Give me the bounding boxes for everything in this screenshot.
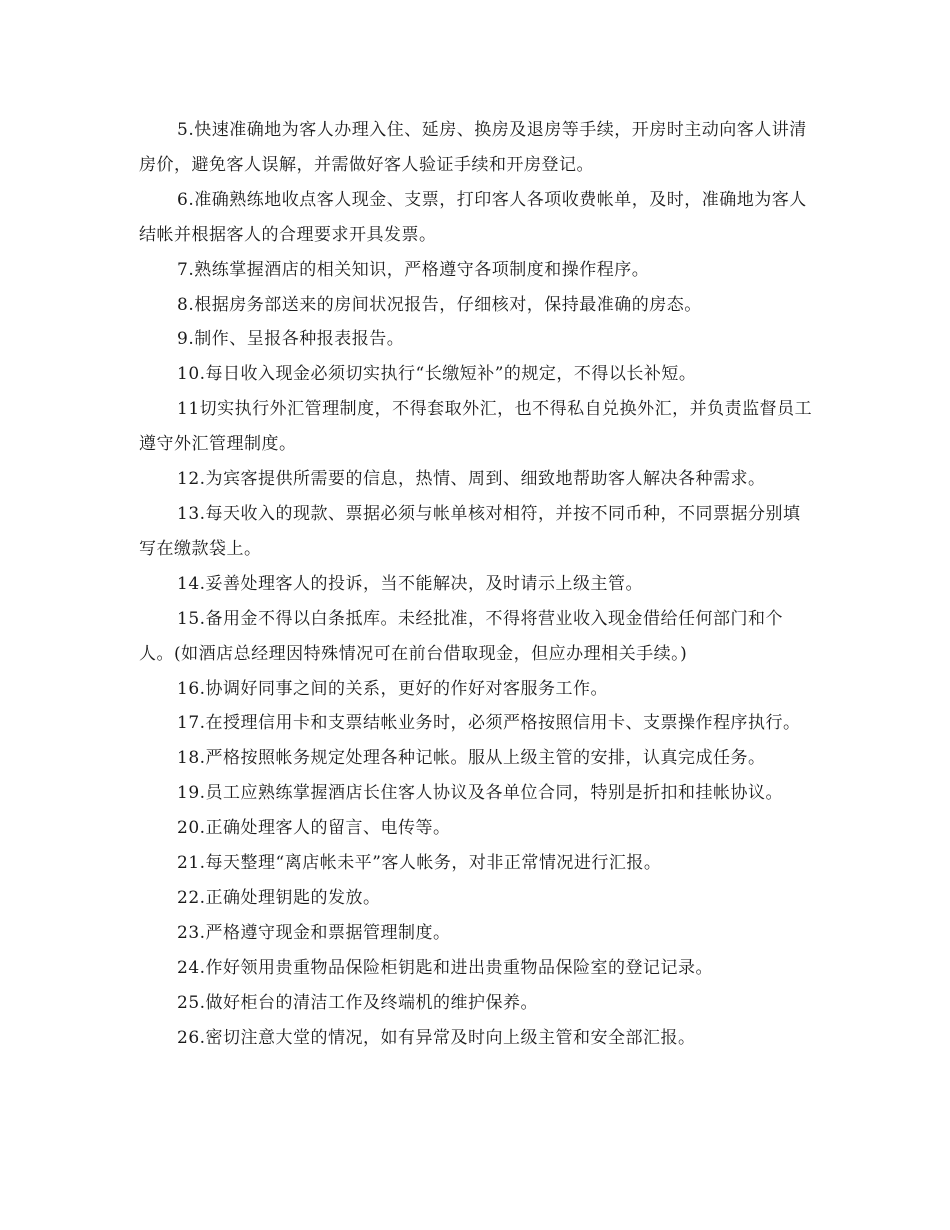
duty-item-13: 13.每天收入的现款、票据必须与帐单核对相符，并按不同币种，不同票据分别填写在缴款袋上。	[139, 503, 801, 559]
duty-item-26: 26.密切注意大堂的情况，如有异常及时向上级主管和安全部汇报。	[177, 1027, 696, 1048]
duty-item-10: 10.每日收入现金必须切实执行“长缴短补”的规定，不得以长补短。	[177, 364, 697, 385]
duty-item-23: 23.严格遵守现金和票据管理制度。	[177, 922, 451, 943]
duty-item-24: 24.作好领用贵重物品保险柜钥匙和进出贵重物品保险室的登记记录。	[177, 957, 714, 978]
duty-item-25: 25.做好柜台的清洁工作及终端机的维护保养。	[177, 992, 539, 1013]
duty-item-7: 7.熟练掌握酒店的相关知识，严格遵守各项制度和操作程序。	[177, 259, 650, 280]
duty-item-19: 19.员工应熟练掌握酒店长住客人协议及各单位合同，特别是折扣和挂帐协议。	[177, 783, 784, 804]
duty-item-6: 6.准确熟练地收点客人现金、支票，打印客人各项收费帐单，及时，准确地为客人结帐并根据客人的合理要求开具发票。	[139, 189, 807, 245]
duty-item-18: 18.严格按照帐务规定处理各种记帐。服从上级主管的安排，认真完成任务。	[177, 748, 766, 769]
duty-item-9: 9.制作、呈报各种报表报告。	[177, 329, 405, 350]
duty-item-16: 16.协调好同事之间的关系，更好的作好对客服务工作。	[177, 678, 609, 699]
duty-item-12: 12.为宾客提供所需要的信息，热情、周到、细致地帮助客人解决各种需求。	[177, 469, 766, 490]
duty-item-14: 14.妥善处理客人的投诉，当不能解决，及时请示上级主管。	[177, 573, 644, 594]
duty-item-11: 11切实执行外汇管理制度，不得套取外汇，也不得私自兑换外汇，并负责监督员工遵守外汇管理制度。	[139, 399, 813, 455]
duty-item-20: 20.正确处理客人的留言、电传等。	[177, 818, 451, 839]
duty-item-15: 15.备用金不得以白条抵库。未经批准，不得将营业收入现金借给任何部门和个人。(如酒店总经理因特殊情况可在前台借取现金，但应办理相关手续。)	[139, 608, 784, 664]
document-body	[0, 113, 950, 1055]
duty-item-21: 21.每天整理“离店帐未平”客人帐务，对非正常情况进行汇报。	[177, 853, 662, 874]
duty-item-8: 8.根据房务部送来的房间状况报告，仔细核对，保持最准确的房态。	[177, 294, 702, 315]
duty-item-5: 5.快速准确地为客人办理入住、延房、换房及退房等手续，开房时主动向客人讲清房价，避免客人误解，并需做好客人验证手续和开房登记。	[139, 120, 807, 175]
duty-item-17: 17.在授理信用卡和支票结帐业务时，必须严格按照信用卡、支票操作程序执行。	[177, 713, 801, 734]
duty-item-22: 22.正确处理钥匙的发放。	[177, 887, 381, 908]
